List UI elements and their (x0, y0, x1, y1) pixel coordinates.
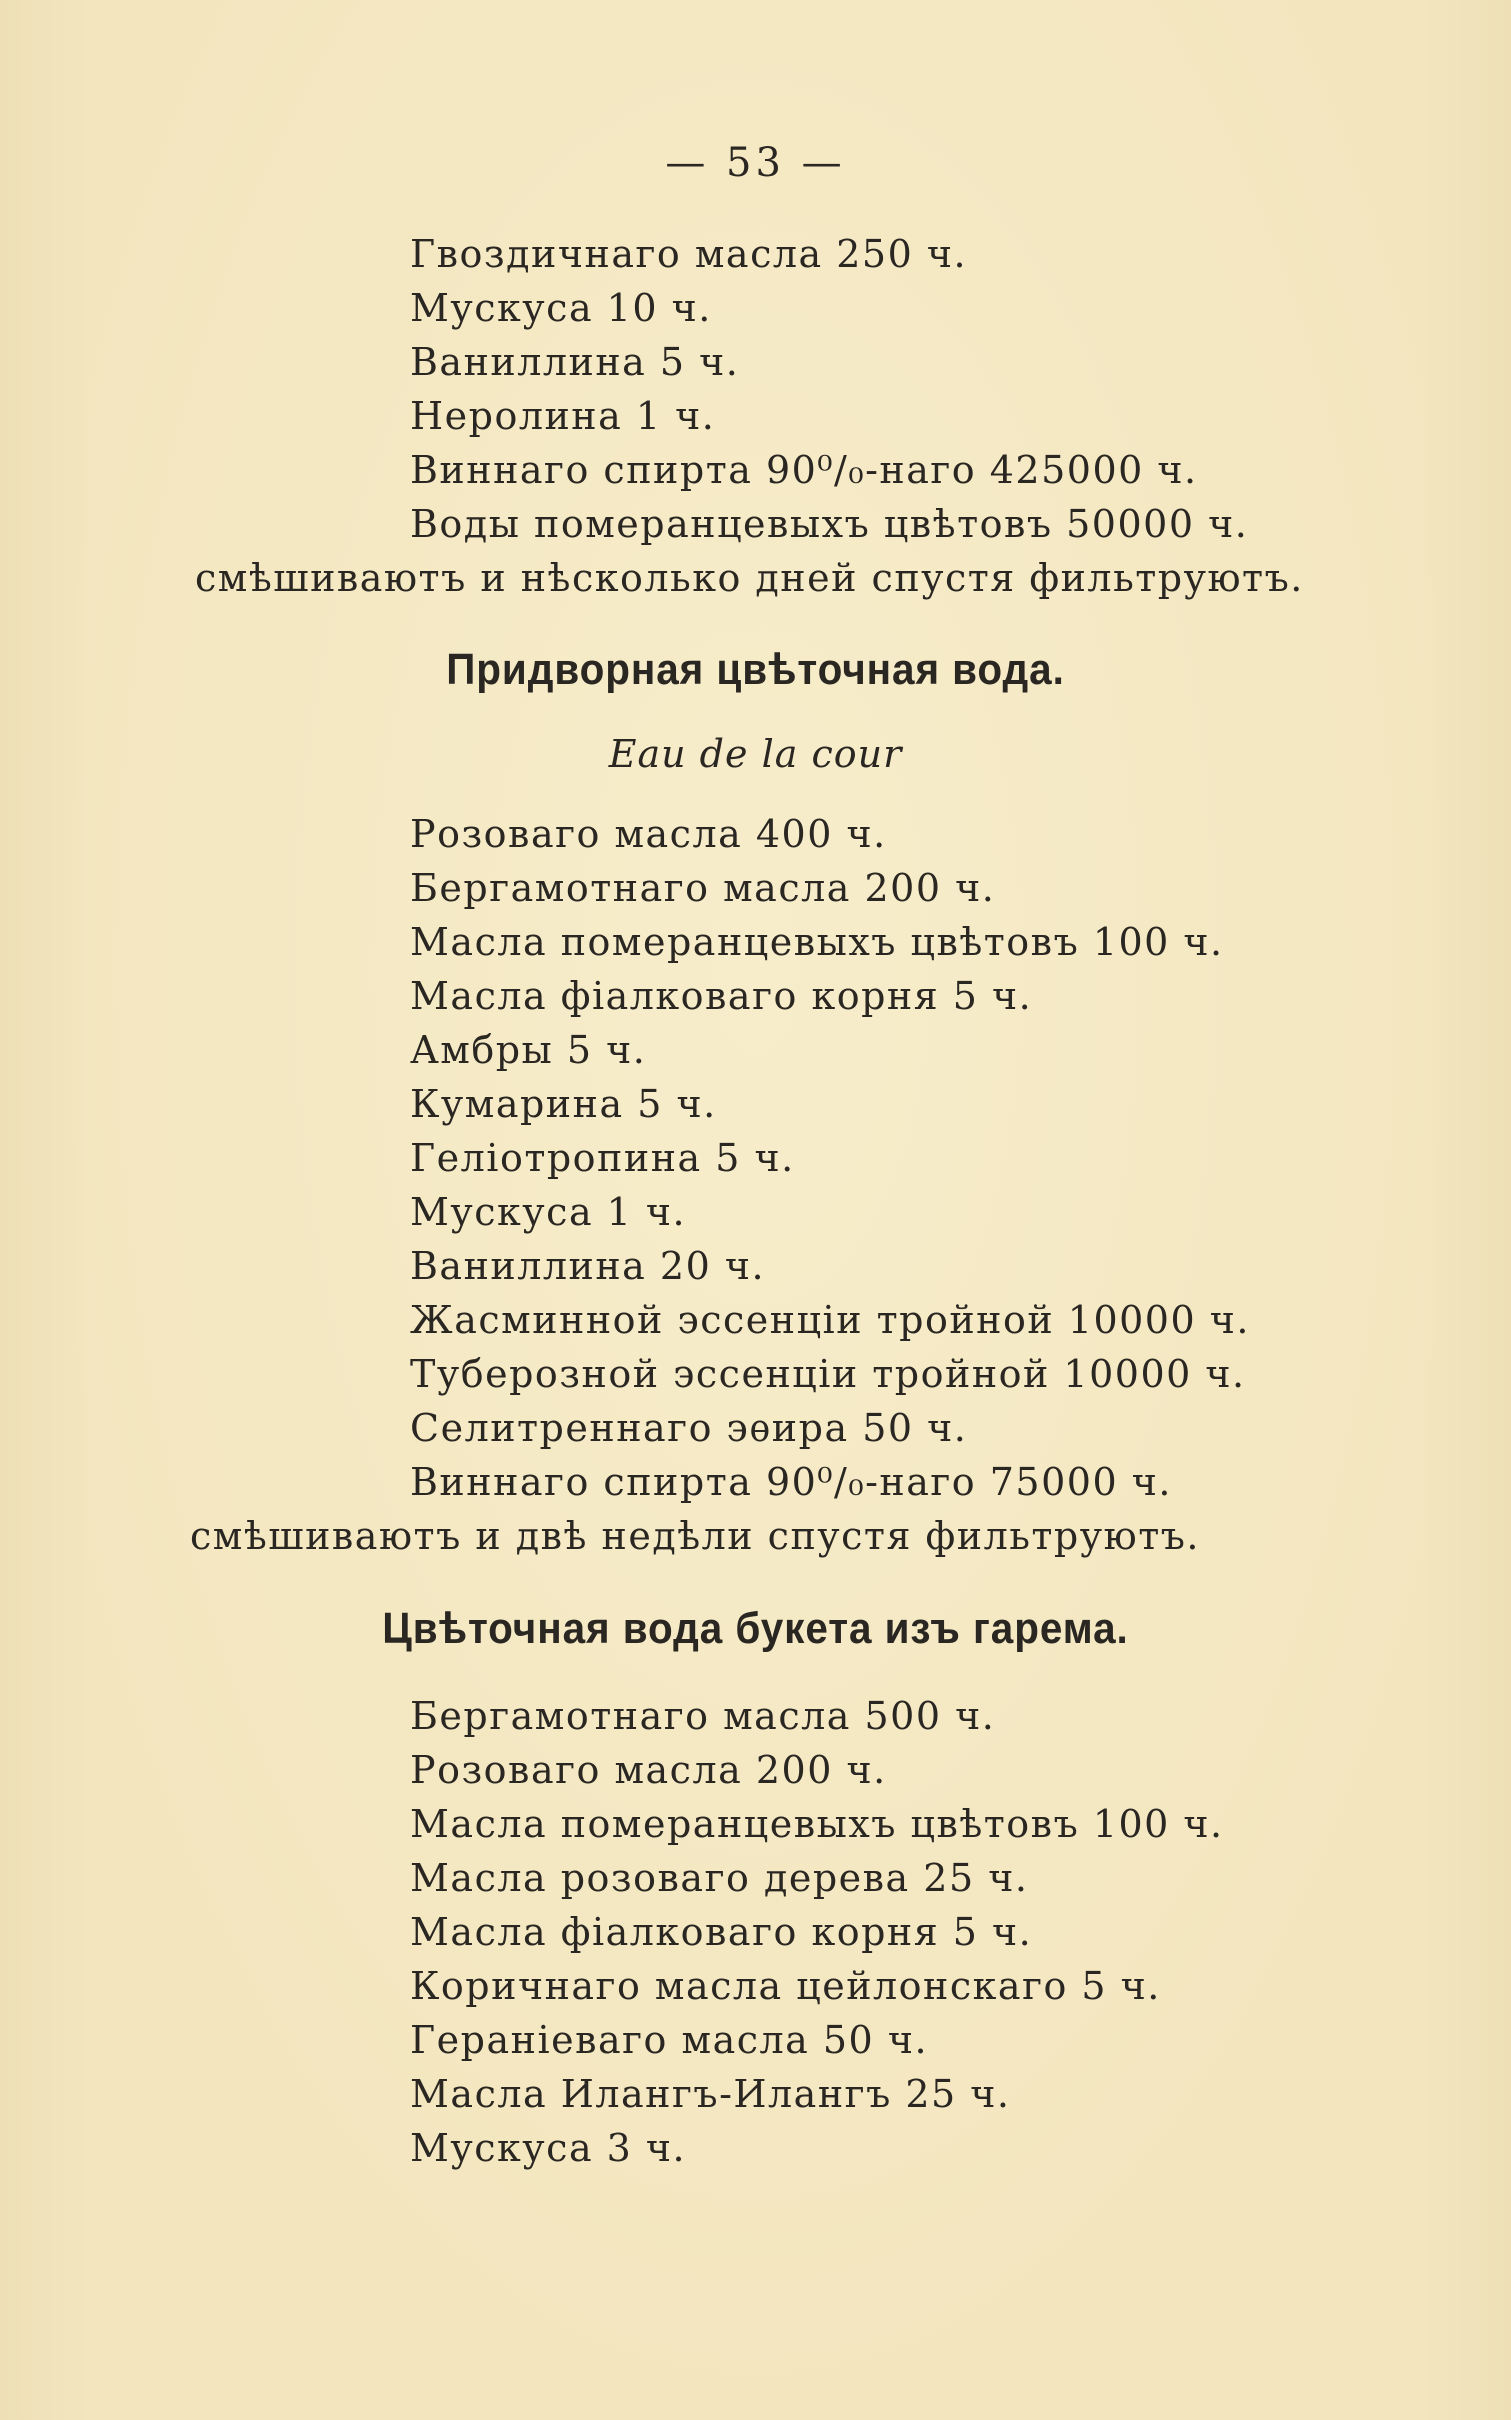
ingredient-line: Гераніеваго масла 50 ч. (410, 2018, 929, 2062)
ingredient-line: Амбры 5 ч. (410, 1028, 647, 1072)
ingredient-line: Бергамотнаго масла 500 ч. (410, 1694, 996, 1738)
ingredient-line: Кумарина 5 ч. (410, 1082, 717, 1126)
ingredient-line: Гвоздичнаго масла 250 ч. (410, 232, 968, 276)
ingredient-line: Масла розоваго дерева 25 ч. (410, 1856, 1029, 1900)
ingredient-line: Масла Илангъ-Илангъ 25 ч. (410, 2072, 1011, 2116)
recipe-title: Придворная цвѣточная вода. (446, 645, 1065, 694)
ingredient-line: Масла померанцевыхъ цвѣтовъ 100 ч. (410, 920, 1224, 964)
ingredient-line: Масла фіалковаго корня 5 ч. (410, 1910, 1033, 1954)
instruction-line: смѣшиваютъ и двѣ недѣли спустя фильтруютъ. (190, 1514, 1200, 1558)
ingredient-line: Масла померанцевыхъ цвѣтовъ 100 ч. (410, 1802, 1224, 1846)
ingredient-line: Виннаго спирта 90⁰/₀-наго 75000 ч. (410, 1460, 1172, 1504)
instruction-line: смѣшиваютъ и нѣсколько дней спустя фильтруютъ. (195, 556, 1304, 600)
ingredient-line: Ваниллина 5 ч. (410, 340, 740, 384)
ingredient-line: Мускуса 10 ч. (410, 286, 712, 330)
ingredient-line: Туберозной эссенціи тройной 10000 ч. (410, 1352, 1246, 1396)
ingredient-line: Мускуса 3 ч. (410, 2126, 687, 2170)
ingredient-line: Мускуса 1 ч. (410, 1190, 687, 1234)
ingredient-line: Воды померанцевыхъ цвѣтовъ 50000 ч. (410, 502, 1249, 546)
ingredient-line: Бергамотнаго масла 200 ч. (410, 866, 996, 910)
ingredient-line: Розоваго масла 200 ч. (410, 1748, 887, 1792)
ingredient-line: Виннаго спирта 90⁰/₀-наго 425000 ч. (410, 448, 1198, 492)
ingredient-line: Ваниллина 20 ч. (410, 1244, 766, 1288)
recipe-title: Цвѣточная вода букета изъ гарема. (382, 1604, 1129, 1653)
ingredient-line: Неролина 1 ч. (410, 394, 716, 438)
recipe-subtitle: Eau de la cour (608, 732, 903, 776)
ingredient-line: Розоваго масла 400 ч. (410, 812, 887, 856)
ingredient-line: Жасминной эссенціи тройной 10000 ч. (410, 1298, 1250, 1342)
ingredient-line: Коричнаго масла цейлонскаго 5 ч. (410, 1964, 1161, 2008)
ingredient-line: Масла фіалковаго корня 5 ч. (410, 974, 1033, 1018)
ingredient-line: Селитреннаго эѳира 50 ч. (410, 1406, 968, 1450)
page-number: — 53 — (665, 140, 846, 186)
ingredient-line: Геліотропина 5 ч. (410, 1136, 795, 1180)
